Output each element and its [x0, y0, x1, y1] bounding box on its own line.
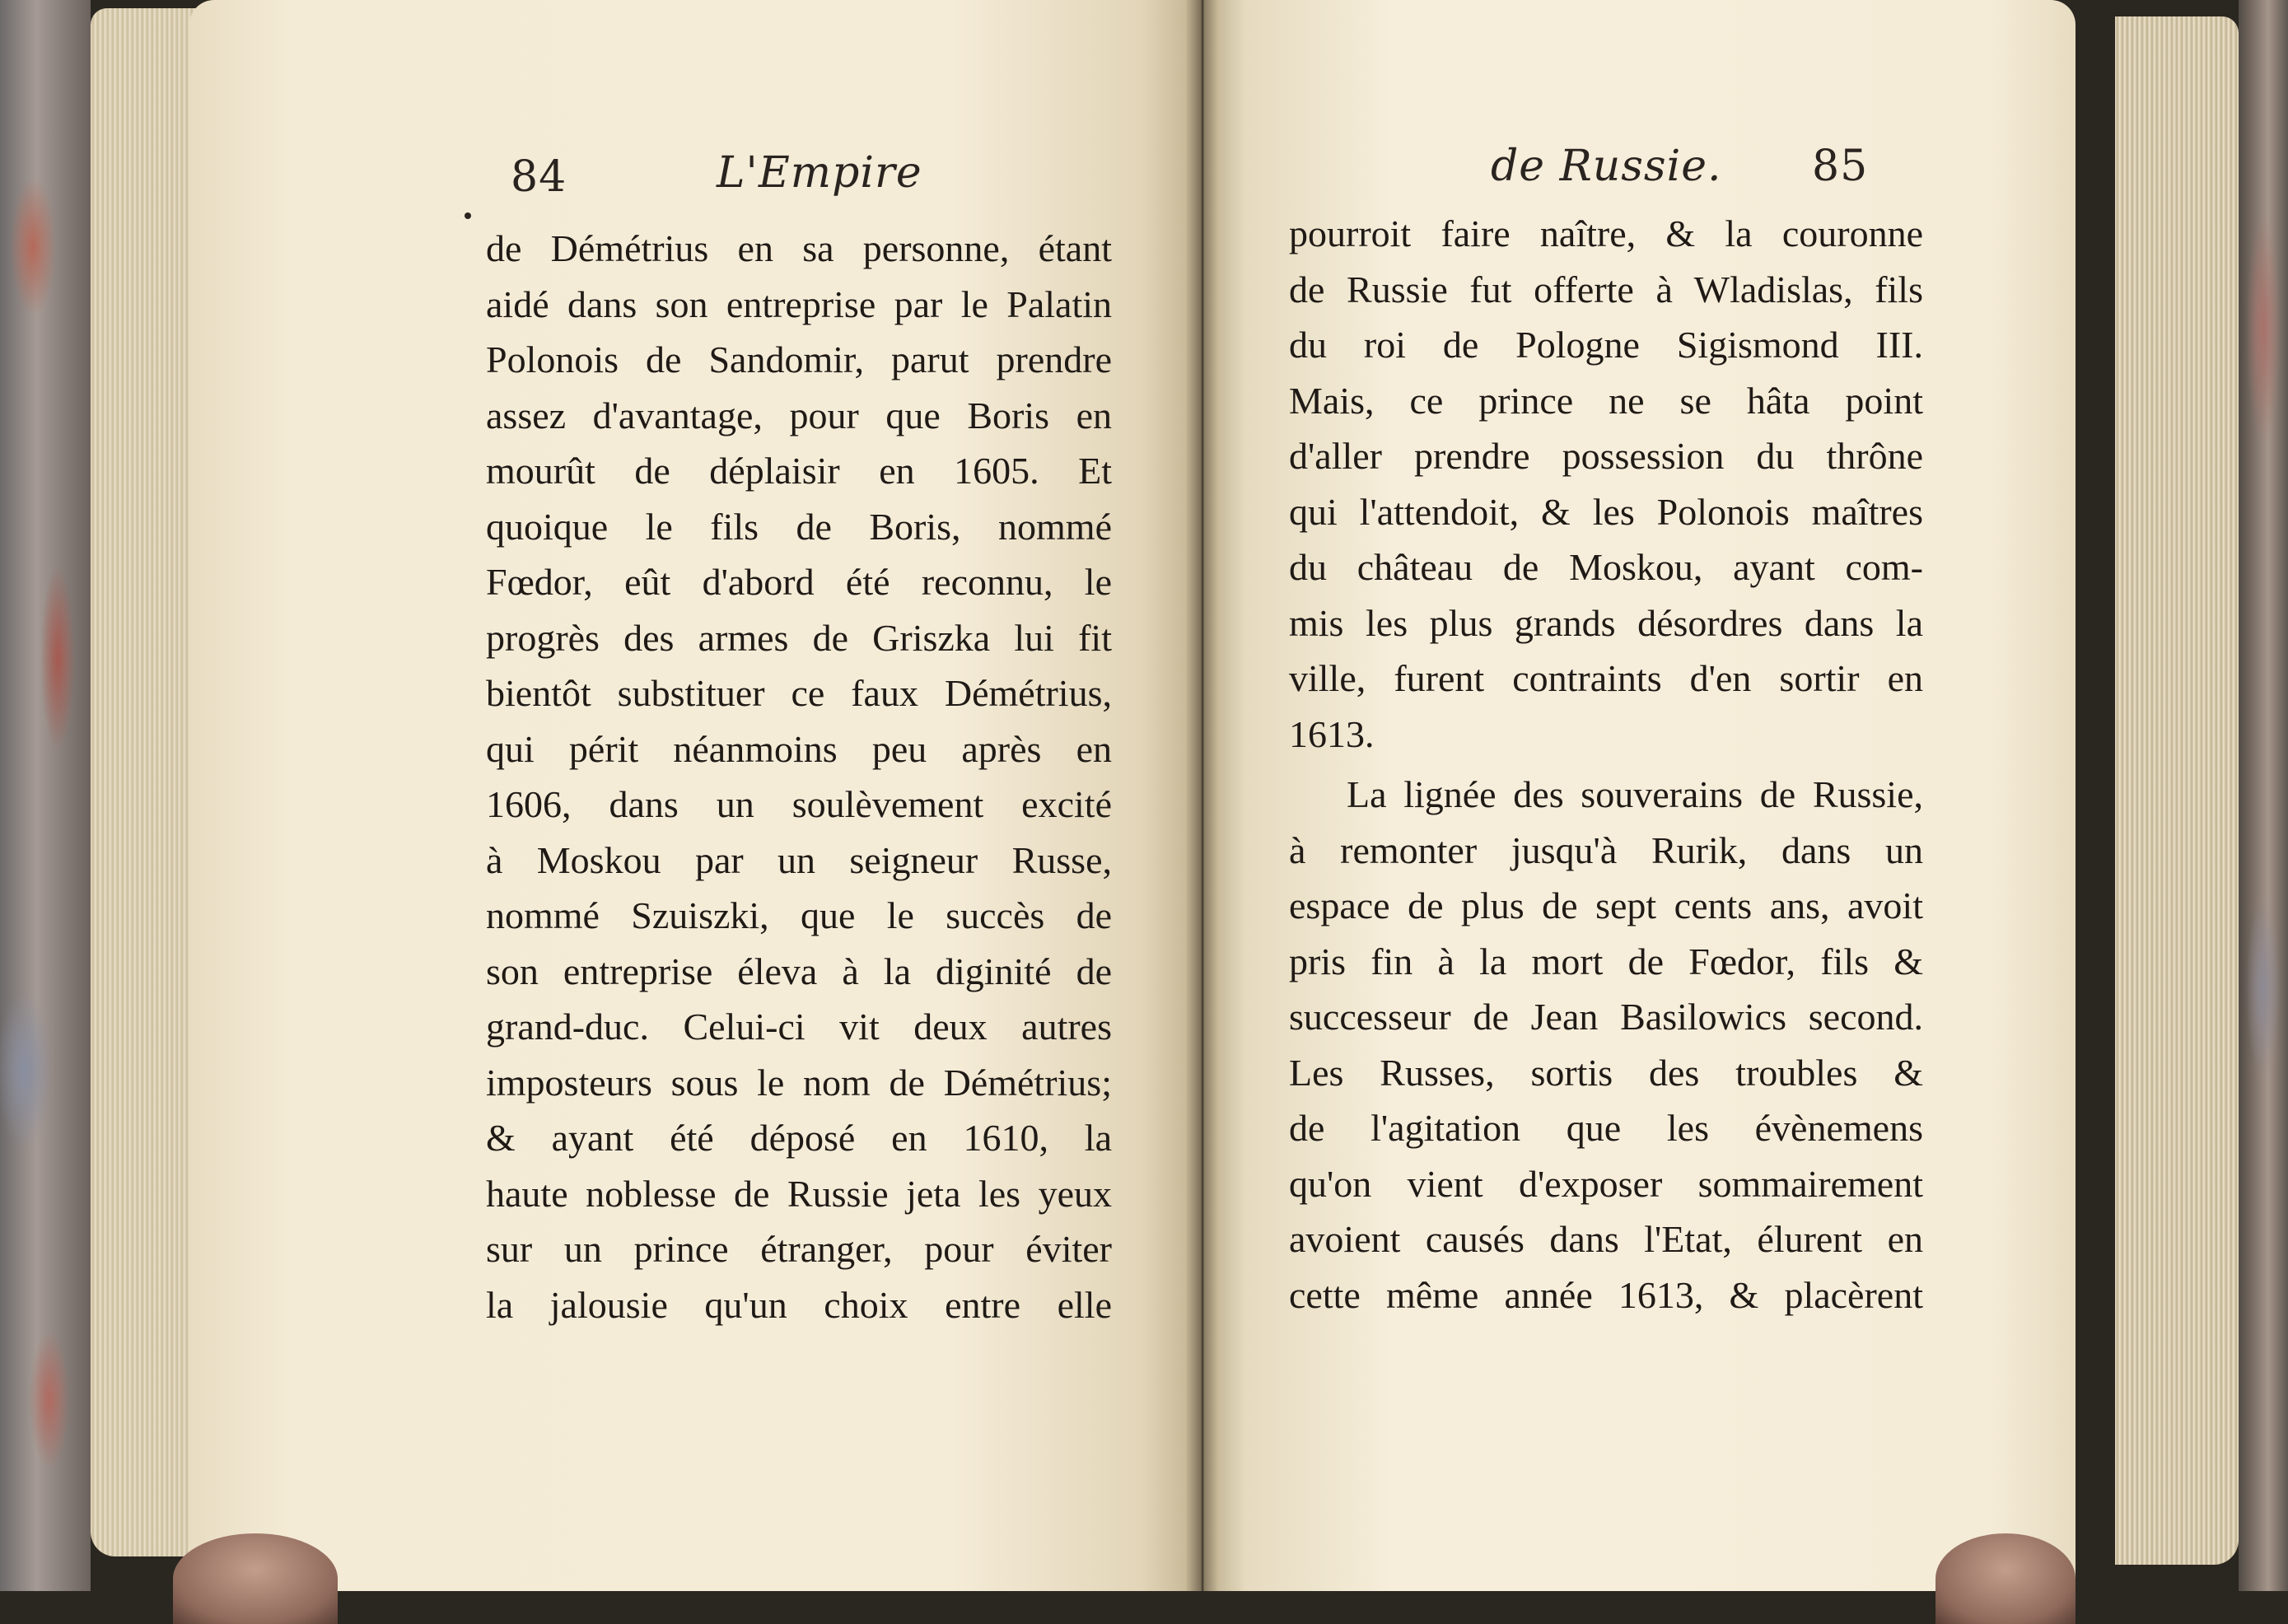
text-line: nommé Szuiszki, que le succès de — [486, 894, 1112, 936]
text-line: mourût de déplaisir en 1605. Et — [486, 450, 1112, 492]
book-gutter — [1186, 0, 1219, 1591]
text-line: mis les plus grands désordres dans la — [1289, 601, 1923, 644]
text-line: progrès des armes de Griszka lui fit — [486, 616, 1112, 659]
thumb-right — [1935, 1533, 2076, 1624]
text-line: Les Russes, sortis des troubles & — [1289, 1051, 1923, 1094]
text-line: cette même année 1613, & placèrent — [1289, 1273, 1923, 1316]
text-line: assez d'avantage, pour que Boris en — [486, 394, 1112, 436]
text-line: qu'on vient d'exposer sommairement — [1289, 1162, 1923, 1205]
text-line: Fœdor, eût d'abord été reconnu, le — [486, 561, 1112, 603]
text-line: 1613. — [1289, 712, 1375, 755]
right-page-number: 85 — [1812, 142, 1869, 191]
marble-cover-right — [2239, 0, 2288, 1591]
text-line: pris fin à la mort de Fœdor, fils & — [1289, 940, 1923, 982]
marble-cover-left — [0, 0, 91, 1591]
text-line: la jalousie qu'un choix entre elle — [486, 1283, 1112, 1326]
left-running-head: L'Empire — [717, 148, 922, 198]
thumb-left — [173, 1533, 338, 1624]
text-line: qui périt néanmoins peu après en — [486, 727, 1112, 770]
text-line: grand-duc. Celui-ci vit deux autres — [486, 1006, 1112, 1048]
text-line: ville, furent contraints d'en sortir en — [1289, 657, 1923, 699]
text-line: & ayant été déposé en 1610, la — [486, 1117, 1112, 1159]
text-line: Polonois de Sandomir, parut prendre — [486, 338, 1112, 380]
text-line: à Moskou par un seigneur Russe, — [486, 838, 1112, 881]
printer-mark — [465, 212, 471, 219]
text-line: sur un prince étranger, pour éviter — [486, 1228, 1112, 1270]
left-page-number: 84 — [511, 152, 567, 202]
text-line: successeur de Jean Basilowics second. — [1289, 996, 1923, 1038]
text-line: espace de plus de sept cents ans, avoit — [1289, 884, 1923, 926]
text-line: du château de Moskou, ayant com- — [1289, 546, 1923, 588]
text-line: à remonter jusqu'à Rurik, dans un — [1289, 828, 1923, 871]
right-page-text — [1289, 206, 1923, 1323]
text-line: La lignée des souverains de Russie, — [1347, 773, 1923, 815]
text-line: bientôt substituer ce faux Démétrius, — [486, 672, 1112, 714]
text-line: de Démétrius en sa personne, étant — [486, 227, 1112, 269]
text-line: de l'agitation que les évènemens — [1289, 1107, 1923, 1149]
right-running-head: de Russie. — [1491, 142, 1722, 191]
text-line: imposteurs sous le nom de Démétrius; — [486, 1061, 1112, 1104]
text-line: qui l'attendoit, & les Polonois maîtres — [1289, 490, 1923, 533]
left-page-text — [486, 221, 1112, 1332]
text-line: de Russie fut offerte à Wladislas, fils — [1289, 268, 1923, 310]
text-line: aidé dans son entreprise par le Palatin — [486, 282, 1112, 325]
text-line: du roi de Pologne Sigismond III. — [1289, 324, 1923, 366]
page-edges-right — [2115, 16, 2239, 1565]
text-line: haute noblesse de Russie jeta les yeux — [486, 1172, 1112, 1215]
text-line: d'aller prendre possession du thrône — [1289, 435, 1923, 477]
text-line: pourroit faire naître, & la couronne — [1289, 212, 1923, 254]
text-line: avoient causés dans l'Etat, élurent en — [1289, 1218, 1923, 1260]
text-line: son entreprise éleva à la diginité de — [486, 950, 1112, 992]
text-line: Mais, ce prince ne se hâta point — [1289, 379, 1923, 422]
text-line: quoique le fils de Boris, nommé — [486, 505, 1112, 548]
text-line: 1606, dans un soulèvement excité — [486, 783, 1112, 825]
